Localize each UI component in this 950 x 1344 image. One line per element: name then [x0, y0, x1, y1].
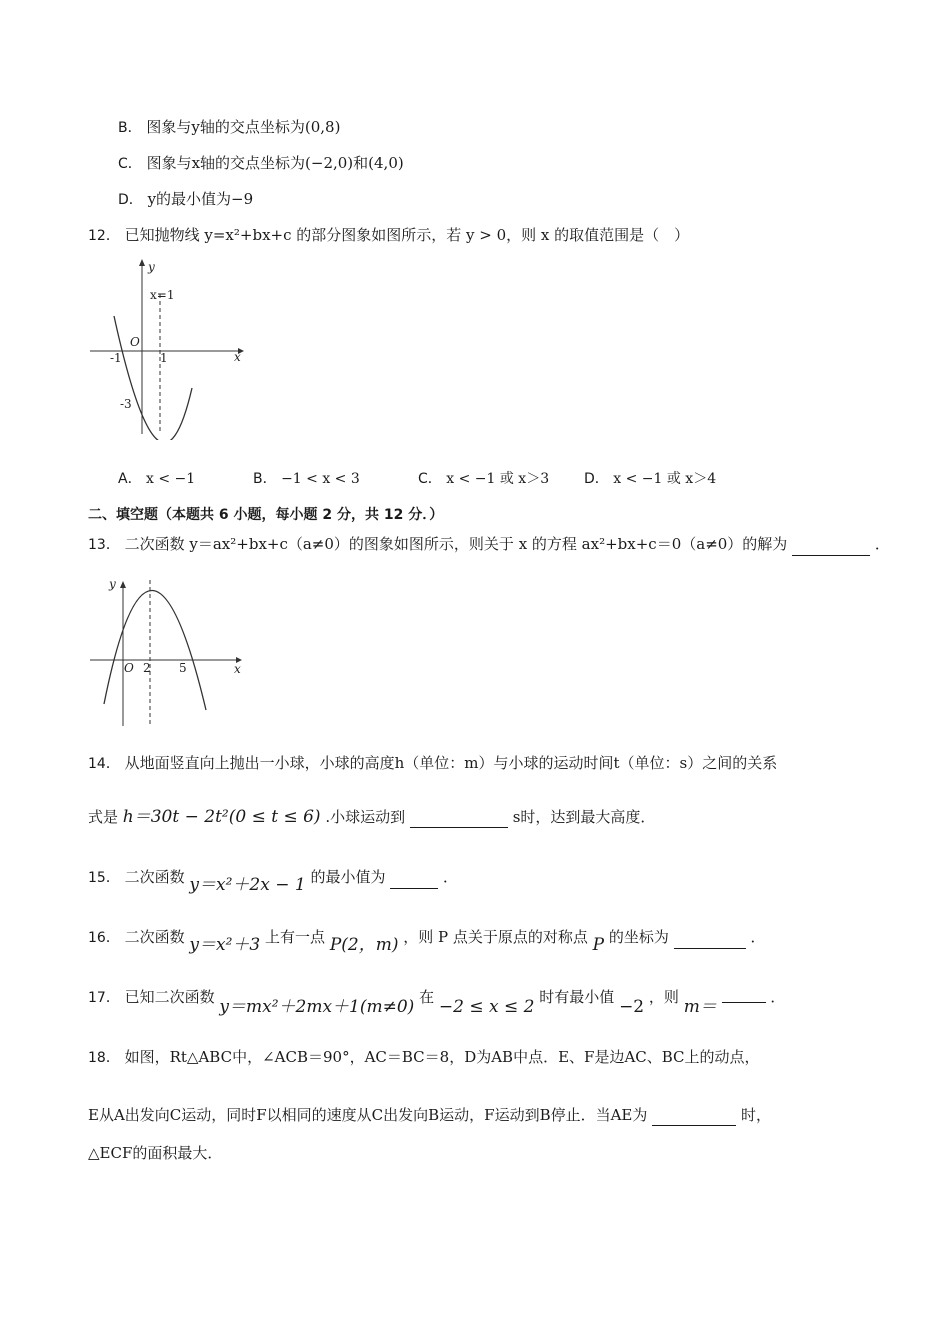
question-text: 已知抛物线 y=x²+bx+c 的部分图象如图所示，若 y > 0，则 x 的取值范围是（ ） [124, 226, 690, 244]
graph-2-label: 2 [143, 661, 151, 675]
q18-line2 [88, 1104, 771, 1126]
formula: y＝x²＋3 [189, 935, 261, 955]
question-text: 时， [740, 1106, 771, 1124]
graph-neg1-label: -1 [110, 351, 122, 365]
question-end: ． [443, 868, 459, 886]
graph-symmetry-label: x=1 [150, 288, 175, 302]
formula: y＝mx²＋2mx＋1(m≠0) [219, 997, 415, 1017]
option-label: B． [118, 120, 142, 136]
q11-option-b [118, 116, 340, 139]
option-text: 图象与y轴的交点坐标为(0,8) [146, 118, 341, 136]
graph-x-label: x [234, 662, 241, 676]
question-text: E从A出发向C运动，同时F以相同的速度从C出发向B运动，F运动到B停止．当AE为 [88, 1106, 648, 1124]
question-text: 的最小值为 [310, 868, 386, 886]
q14-line1 [88, 752, 777, 775]
answer-blank[interactable] [652, 1109, 736, 1126]
question-number: 16． [88, 930, 120, 946]
graph-y-label: y [148, 260, 155, 274]
q16-stem [88, 926, 766, 955]
question-text: 已知二次函数 [124, 988, 215, 1006]
answer-blank[interactable] [792, 539, 870, 556]
question-text: ，则 P 点关于原点的对称点 [403, 928, 588, 946]
question-number: 13． [88, 537, 120, 553]
question-end: ． [750, 928, 766, 946]
answer-blank[interactable] [410, 811, 508, 828]
option-label: D． [118, 192, 143, 208]
question-number: 18． [88, 1050, 120, 1066]
formula: h＝30t − 2t²(0 ≤ t ≤ 6) [122, 807, 321, 827]
question-number: 12． [88, 228, 120, 244]
graph-neg3-label: -3 [120, 397, 132, 411]
question-text: 在 [419, 988, 435, 1006]
q14-line2 [88, 806, 655, 828]
q12-option-b [253, 468, 360, 488]
question-text: 时有最小值 [539, 988, 615, 1006]
graph-origin-label: O [130, 335, 140, 349]
question-number: 14． [88, 756, 120, 772]
graph-x-label: x [234, 350, 241, 364]
q11-option-c [118, 152, 404, 175]
option-label: C． [418, 471, 442, 487]
section-heading: 二、填空题（本题共 6 小题，每小题 2 分，共 12 分．） [88, 507, 444, 523]
q15-stem [88, 866, 459, 895]
question-text: 如图，Rt△ABC中，∠ACB＝90°，AC＝BC＝8，D为AB中点．E、F是边AC、BC上的动点， [124, 1048, 760, 1066]
point-p-prime: P [592, 935, 605, 955]
option-text: 图象与x轴的交点坐标为(−2,0)和(4,0) [146, 154, 404, 172]
graph-5-label: 5 [179, 661, 187, 675]
question-text: 从地面竖直向上抛出一小球，小球的高度h（单位：m）与小球的运动时间t（单位：s）之间的关系 [124, 754, 778, 772]
question-text: 二次函数 y＝ax²+bx+c（a≠0）的图象如图所示，则关于 x 的方程 ax²+bx+c＝0（a≠0）的解为 [124, 535, 788, 553]
q13-stem [88, 533, 890, 556]
question-text: .小球运动到 [325, 808, 406, 826]
question-text: ，则 [648, 988, 679, 1006]
option-text: x < −1 或 x＞4 [613, 471, 717, 487]
question-text: 式是 [88, 808, 119, 826]
option-text: y的最小值为−9 [147, 190, 254, 208]
q12-stem [88, 224, 689, 247]
graph-y-label: y [109, 577, 116, 591]
option-text: x < −1 [146, 471, 196, 487]
min-value: −2 [619, 997, 645, 1017]
question-text: s时，达到最大高度． [512, 808, 656, 826]
q13-parabola-graph [88, 574, 248, 730]
q18-line1 [88, 1046, 760, 1069]
formula: y＝x²＋2x − 1 [189, 875, 306, 895]
q12-option-c [418, 468, 549, 488]
answer-blank[interactable] [390, 872, 438, 889]
question-end: ． [770, 988, 786, 1006]
q11-option-d [118, 188, 253, 211]
answer-blank[interactable] [674, 932, 746, 949]
question-number: 15． [88, 870, 120, 886]
question-end: ． [874, 535, 890, 553]
graph-origin-label: O [124, 661, 134, 675]
q12-parabola-graph [88, 256, 248, 440]
variable-m: m＝ [683, 997, 717, 1017]
q17-stem [88, 986, 786, 1017]
option-label: D． [584, 471, 609, 487]
q12-option-d [584, 468, 716, 488]
option-label: A． [118, 471, 142, 487]
question-text: 上有一点 [265, 928, 326, 946]
question-text: 的坐标为 [608, 928, 669, 946]
graph-1-label: 1 [160, 351, 168, 365]
question-text: 二次函数 [124, 928, 185, 946]
q18-line3: △ECF的面积最大． [88, 1144, 223, 1162]
option-label: C． [118, 156, 142, 172]
option-label: B． [253, 471, 277, 487]
option-text: −1 < x < 3 [281, 471, 360, 487]
point-p: P(2，m) [329, 935, 399, 955]
question-text: 二次函数 [124, 868, 185, 886]
answer-blank[interactable] [722, 986, 766, 1003]
q12-option-a [118, 468, 195, 488]
range: −2 ≤ x ≤ 2 [438, 997, 535, 1017]
question-number: 17． [88, 990, 120, 1006]
option-text: x < −1 或 x＞3 [446, 471, 550, 487]
